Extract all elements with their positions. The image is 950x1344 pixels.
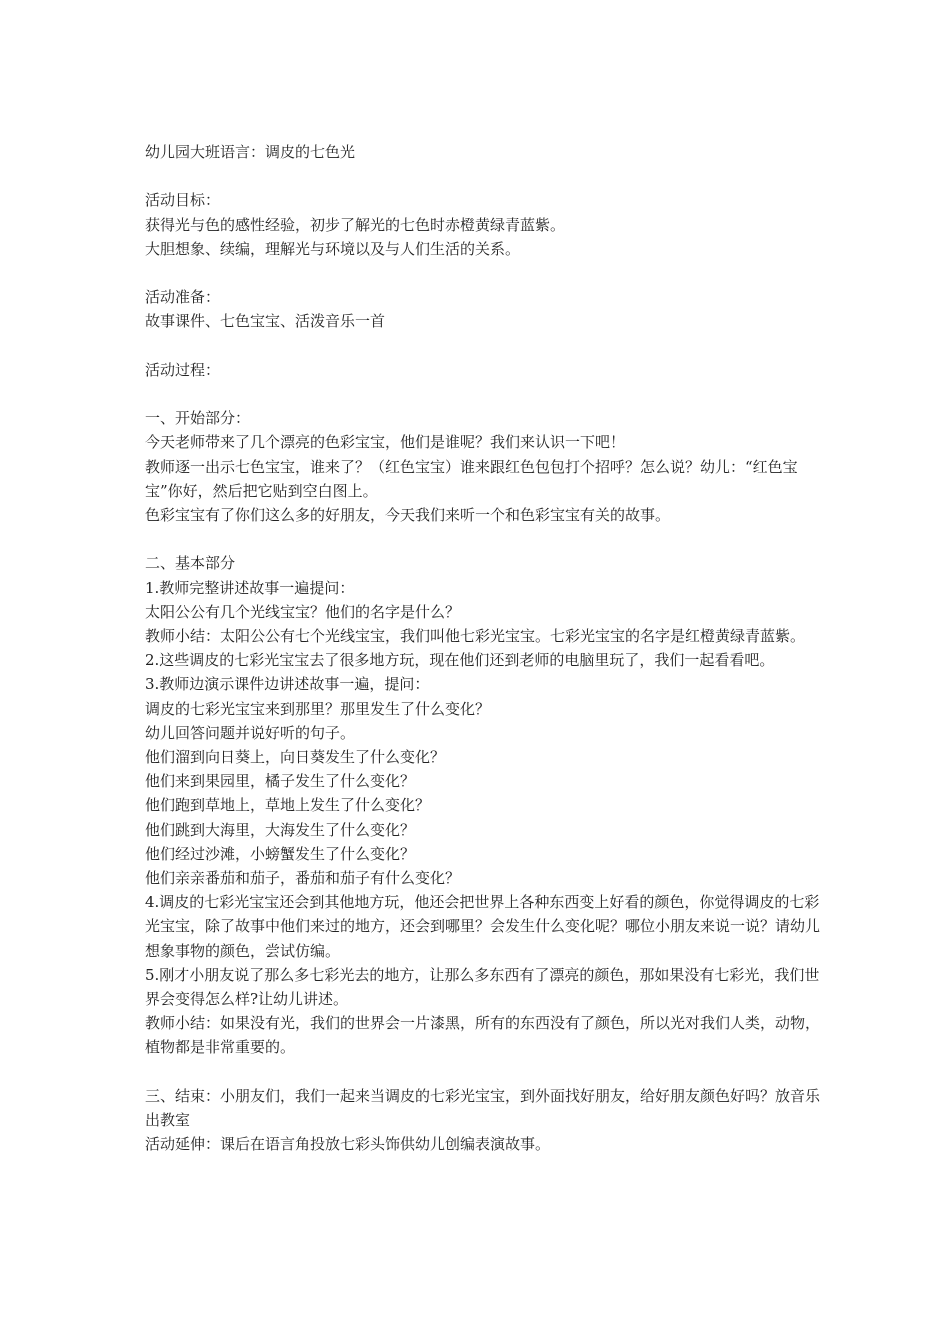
part2-heading: 二、基本部分 [145, 554, 236, 573]
part2-line: 教师小结：如果没有光，我们的世界会一片漆黑，所有的东西没有了颜色，所以光对我们人类，动物，植物都是非常重要的。 [145, 1014, 821, 1057]
part2-line: 太阳公公有几个光线宝宝？他们的名字是什么？ [145, 602, 461, 621]
prep-text: 故事课件、七色宝宝、活泼音乐一首 [145, 312, 386, 331]
part2-line: 调皮的七彩光宝宝来到那里？那里发生了什么变化？ [145, 699, 491, 718]
part2-line: 他们跳到大海里，大海发生了什么变化？ [145, 820, 416, 839]
part2-line: 1.教师完整讲述故事一遍提问： [145, 578, 355, 597]
document-page [145, 140, 825, 1156]
part2-line: 他们亲亲番茄和茄子，番茄和茄子有什么变化？ [145, 869, 461, 888]
part3-line: 三、结束：小朋友们，我们一起来当调皮的七彩光宝宝，到外面找好朋友，给好朋友颜色好吗？放音乐出教室 [145, 1086, 821, 1130]
part2-line: 2.这些调皮的七彩光宝宝去了很多地方玩，现在他们还到老师的电脑里玩了，我们一起看看吧。 [145, 651, 775, 670]
part2-line: 他们经过沙滩，小螃蟹发生了什么变化？ [145, 844, 416, 863]
spacer [145, 261, 825, 285]
spacer [145, 382, 825, 406]
part2-line: 5.刚才小朋友说了那么多七彩光去的地方，让那么多东西有了漂亮的颜色，那如果没有七彩光，我们世界会变得怎么样?让幼儿讲述。 [145, 965, 820, 1009]
document-title: 幼儿园大班语言：调皮的七色光 [145, 143, 356, 161]
part2-line: 他们跑到草地上，草地上发生了什么变化？ [145, 796, 431, 815]
goal-item: 大胆想象、续编，理解光与环境以及与人们生活的关系。 [145, 239, 521, 258]
part3-line: 活动延伸：课后在语言角投放七彩头饰供幼儿创编表演故事。 [145, 1135, 551, 1154]
spacer [145, 527, 825, 551]
part2-line: 3.教师边演示课件边讲述故事一遍，提问： [145, 675, 430, 694]
part1-line: 色彩宝宝有了你们这么多的好朋友，今天我们来听一个和色彩宝宝有关的故事。 [145, 505, 671, 524]
spacer [145, 164, 825, 188]
goals-heading: 活动目标： [145, 191, 221, 210]
part2-line: 教师小结：太阳公公有七个光线宝宝，我们叫他七彩光宝宝。七彩光宝宝的名字是红橙黄绿青蓝紫。 [145, 626, 806, 645]
part1-line: 教师逐一出示七色宝宝，谁来了？（红色宝宝）谁来跟红色包包打个招呼？怎么说？幼儿：“红色宝宝”你好，然后把它贴到空白图上。 [145, 457, 798, 500]
part1-heading: 一、开始部分： [145, 409, 251, 428]
part1-line: 今天老师带来了几个漂亮的色彩宝宝，他们是谁呢？我们来认识一下吧！ [145, 433, 626, 452]
goal-item: 获得光与色的感性经验，初步了解光的七色时赤橙黄绿青蓝紫。 [145, 215, 566, 234]
part2-line: 4.调皮的七彩光宝宝还会到其他地方玩，他还会把世界上各种东西变上好看的颜色，你觉得调皮的七彩光宝宝，除了故事中他们来过的地方，还会到哪里？会发生什么变化呢？哪位小朋友来说一说？请幼儿想象事物的颜色，尝试仿编。 [145, 893, 821, 960]
part2-line: 他们来到果园里，橘子发生了什么变化？ [145, 772, 416, 791]
part2-line: 他们溜到向日葵上，向日葵发生了什么变化？ [145, 748, 446, 766]
prep-heading: 活动准备： [145, 288, 221, 307]
spacer [145, 334, 825, 358]
process-heading: 活动过程： [145, 360, 221, 379]
spacer [145, 1060, 825, 1084]
part2-line: 幼儿回答问题并说好听的句子。 [145, 723, 356, 742]
